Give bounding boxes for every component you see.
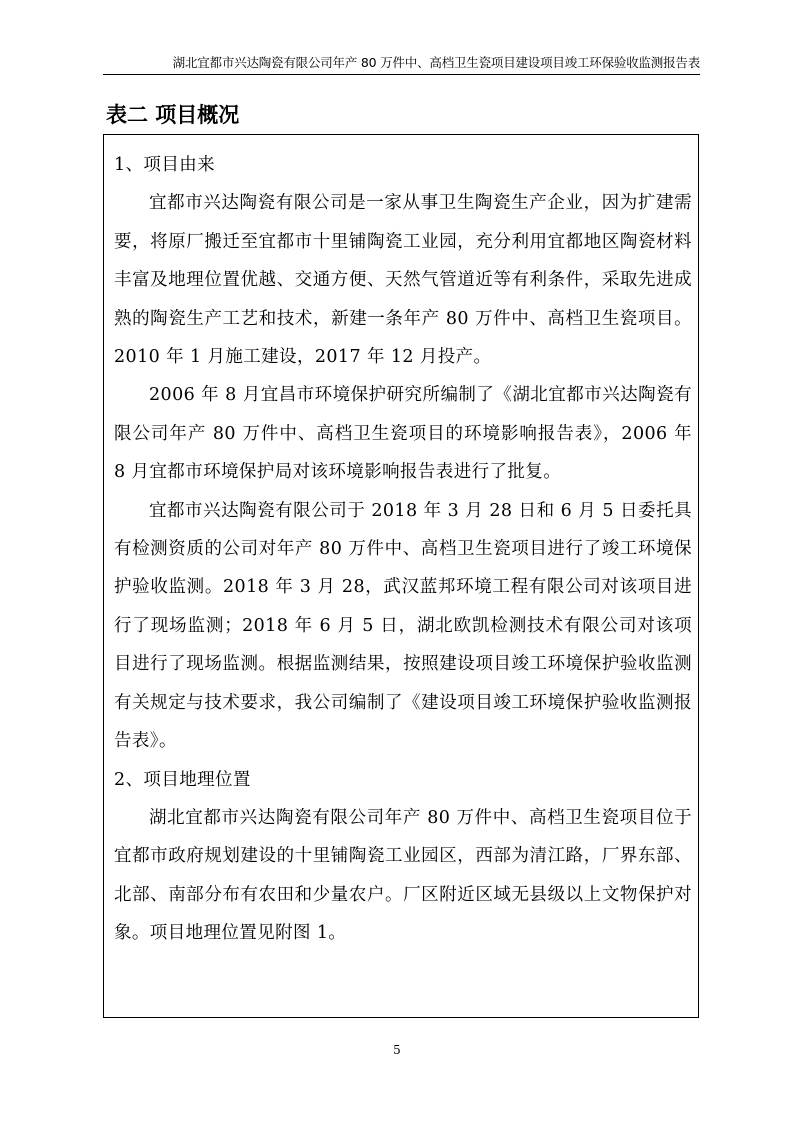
heading-project-location: 2、项目地理位置 [114, 769, 251, 790]
page-number: 5 [393, 1043, 401, 1057]
paragraph-eia-report: 2006 年 8 月宜昌市环境保护研究所编制了《湖北宜都市兴达陶瓷有限公司年产 80 万件中、高档卫生瓷项目的环境影响报告表》，2006 年 8 月宜都市环境保护局对该环境影响报告表进行了批复。 [114, 385, 692, 483]
header-divider [103, 74, 700, 75]
section-title: 表二 项目概况 [106, 103, 240, 127]
paragraph-location-description: 湖北宜都市兴达陶瓷有限公司年产 80 万件中、高档卫生瓷项目位于宜都市政府规划建设的十里铺陶瓷工业园区，西部为清江路，厂界东部、北部、南部分布有农田和少量农户。厂区附近区域无县级以上文物保护对象。项目地理位置见附图 1。 [114, 807, 692, 944]
table-cell-content [114, 146, 692, 953]
paragraph-origin-background: 宜都市兴达陶瓷有限公司是一家从事卫生陶瓷生产企业，因为扩建需要，将原厂搬迁至宜都市十里铺陶瓷工业园，充分利用宜都地区陶瓷材料丰富及地理位置优越、交通方便、天然气管道近等有利条件，采取先进成熟的陶瓷生产工艺和技术，新建一条年产 80 万件中、高档卫生瓷项目。2010 年 1 月施工建设，2017 年 12 月投产。 [114, 193, 692, 368]
running-header: 湖北宜都市兴达陶瓷有限公司年产 80 万件中、高档卫生瓷项目建设项目竣工环保验收监测报告表 [172, 55, 700, 70]
paragraph-acceptance-monitoring: 宜都市兴达陶瓷有限公司于 2018 年 3 月 28 日和 6 月 5 日委托具有检测资质的公司对年产 80 万件中、高档卫生瓷项目进行了竣工环境保护验收监测。2018 年 3 月 28，武汉蓝邦环境工程有限公司对该项目进行了现场监测；2018 年 6 月 5 日，湖北欧凯检测技术有限公司对该项目进行了现场监测。根据监测结果，按照建设项目竣工环境保护验收监测有关规定与技术要求，我公司编制了《建设项目竣工环境保护验收监测报告表》。 [114, 500, 692, 752]
heading-project-origin: 1、项目由来 [114, 155, 216, 175]
project-overview-table [103, 134, 699, 1018]
